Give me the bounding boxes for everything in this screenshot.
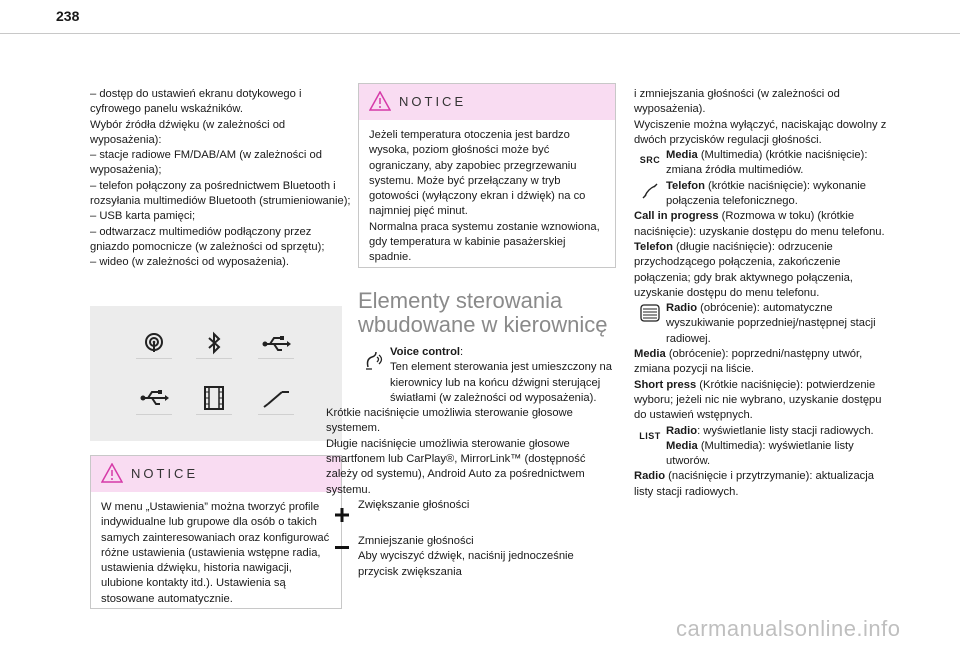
mute-info-text: Wyciszenie można wyłączyć, naciskając dowolny z dwóch przycisków regulacji głośności.: [634, 118, 887, 146]
notice-body: [359, 120, 615, 276]
voice-control-icon: [358, 345, 390, 406]
media-text: (Multimedia) (krótkie naciśnięcie): zmiana źródła multimediów.: [666, 149, 868, 177]
phone-icon: [634, 179, 666, 210]
radio-label: Radio: [666, 302, 698, 315]
volume-up-row: [326, 498, 616, 534]
telefon-text: (krótkie naciśnięcie): wykonanie połączenia telefonicznego.: [666, 179, 866, 208]
media2-label: Media: [634, 348, 666, 361]
short-press-label: Short press: [634, 378, 697, 391]
src-row: [634, 148, 894, 179]
voice-control-row: [358, 345, 616, 406]
radio2-label: Radio: [666, 424, 698, 437]
text-line: – dostęp do ustawień ekranu dotykowego i cyfrowego panelu wskaźników.: [90, 88, 302, 116]
text-line: – odtwarzacz multimediów podłączony przez gniazdo pomocnicze (w zależności od sprzętu);: [90, 225, 325, 253]
intro-text: i zmniejszania głośności (w zależności od wyposażenia).: [634, 88, 840, 116]
radio-icon: [136, 326, 172, 362]
warning-icon: [101, 463, 123, 488]
text-line: – wideo (w zależności od wyposażenia).: [90, 256, 289, 269]
long-press-text: Długie naciśnięcie umożliwia sterowanie głosowe smartfonem lub CarPlay®, MirrorLink™ (dostępność zależy od systemu), Android Auto za pośrednictwem systemu.: [326, 437, 586, 496]
media2-text: (obrócenie): poprzedni/następny utwór, zmiana pozycji na liście.: [634, 348, 863, 376]
short-press-text: (Krótkie naciśnięcie): potwierdzenie wyboru; jeżeli nic nie wybrano, uzyskanie dostępu do ustawień wstępnych.: [634, 378, 882, 422]
right-column-text: [634, 87, 894, 500]
text-line: – stacje radiowe FM/DAB/AM (w zależności od wyposażenia);: [90, 149, 322, 177]
radio3-label: Radio: [634, 470, 666, 483]
aux-jack-icon: [258, 380, 294, 416]
bluetooth-icon: [196, 326, 232, 362]
telefon-long-label: Telefon: [634, 240, 673, 253]
volume-up-text: Zwiększanie głośności: [358, 498, 470, 511]
usb-icon: [136, 380, 172, 416]
notice-header: [91, 456, 341, 492]
usb-icon: [258, 326, 294, 362]
notice-text: W menu „Ustawienia” można tworzyć profile indywidualne lub grupowe dla osób o takich samych zainteresowaniach oraz konfigurować różne ustawienia (ustawienia wstępne radia, ustawienia dźwięku, historia nawigacji, ulubione kontakty itd.). Ustawienia są stosowane automatycznie.: [101, 501, 330, 605]
list-icon: LIST: [639, 430, 661, 441]
radio-text: (obrócenie): automatyczne wyszukiwanie poprzedniej/następnej stacji radiowej.: [666, 302, 876, 345]
short-press-text: Krótkie naciśnięcie umożliwia sterowanie głosowe systemem.: [326, 407, 573, 435]
text-line: Wybór źródła dźwięku (w zależności od wyposażenia):: [90, 118, 286, 146]
text-line: – USB karta pamięci;: [90, 210, 196, 223]
media3-label: Media: [666, 439, 698, 452]
plus-icon: [326, 498, 358, 534]
watermark: carmanualsonline.info: [676, 616, 901, 641]
radio3-text: (naciśnięcie i przytrzymanie): aktualizacja listy stacji radiowych.: [634, 470, 874, 498]
radio-row: [634, 301, 894, 347]
call-label: Call in progress: [634, 210, 719, 223]
call-text: (Rozmowa w toku) (krótkie naciśnięcie): uzyskanie dostępu do menu telefonu.: [634, 210, 885, 238]
scroll-wheel-icon: [634, 301, 666, 347]
left-column-text: [90, 87, 352, 271]
middle-column-text: [326, 345, 616, 580]
page-number: 238: [56, 8, 80, 24]
video-icon: [196, 380, 232, 416]
src-icon: SRC: [639, 155, 661, 166]
phone-row: [634, 179, 894, 210]
header-divider: [0, 33, 960, 34]
voice-control-desc: Ten element sterowania jest umieszczony na kierownicy lub na końcu dźwigni sterującej światłami (w zależności od wyposażenia).: [390, 361, 612, 404]
radio2-text: : wyświetlanie listy stacji radiowych.: [697, 424, 874, 437]
warning-icon: [369, 91, 391, 116]
notice-title: NOTICE: [131, 466, 199, 481]
voice-control-colon: :: [460, 346, 464, 358]
telefon-long-text: (długie naciśnięcie): odrzucenie przychodzącego połączenia, zakończenie połączenia; gdy brak aktywnego połączenia, uzyskanie dostępu do menu telefonu.: [634, 240, 853, 299]
text-line: – telefon połączony za pośrednictwem Bluetooth i rozsyłania multimediów Bluetooth (strumieniowanie);: [90, 179, 351, 208]
section-title: Elementy sterowania wbudowane w kierownicę: [358, 288, 608, 337]
notice-title: NOTICE: [399, 94, 467, 109]
notice-box-left: [90, 455, 342, 609]
volume-down-text: Zmniejszanie głośności: [358, 534, 474, 547]
voice-control-label: Voice control: [390, 346, 461, 358]
media3-text: (Multimedia): wyświetlanie listy utworów.: [666, 439, 854, 468]
notice-box-middle: [358, 83, 616, 268]
notice-header: [359, 84, 615, 120]
telefon-label: Telefon: [666, 179, 705, 192]
mute-text: Aby wyciszyć dźwięk, naciśnij jednocześnie przycisk zwiększania: [358, 550, 574, 578]
list-row: [634, 424, 894, 470]
volume-down-row: [326, 534, 616, 580]
media-label: Media: [666, 149, 698, 162]
minus-icon: [326, 534, 358, 580]
notice-text: Normalna praca systemu zostanie wznowiona, gdy temperatura w kabinie pasażerskiej spadnie.: [369, 220, 600, 264]
notice-text: Jeżeli temperatura otoczenia jest bardzo wysoka, poziom głośności może być ograniczany, aby zapobiec przegrzewaniu systemu. Może być przełączany w tryb gotowości (wyłączony ekran i dźwięk) na co najmniej pięć minut.: [369, 129, 586, 218]
source-icons-panel: [90, 306, 342, 441]
